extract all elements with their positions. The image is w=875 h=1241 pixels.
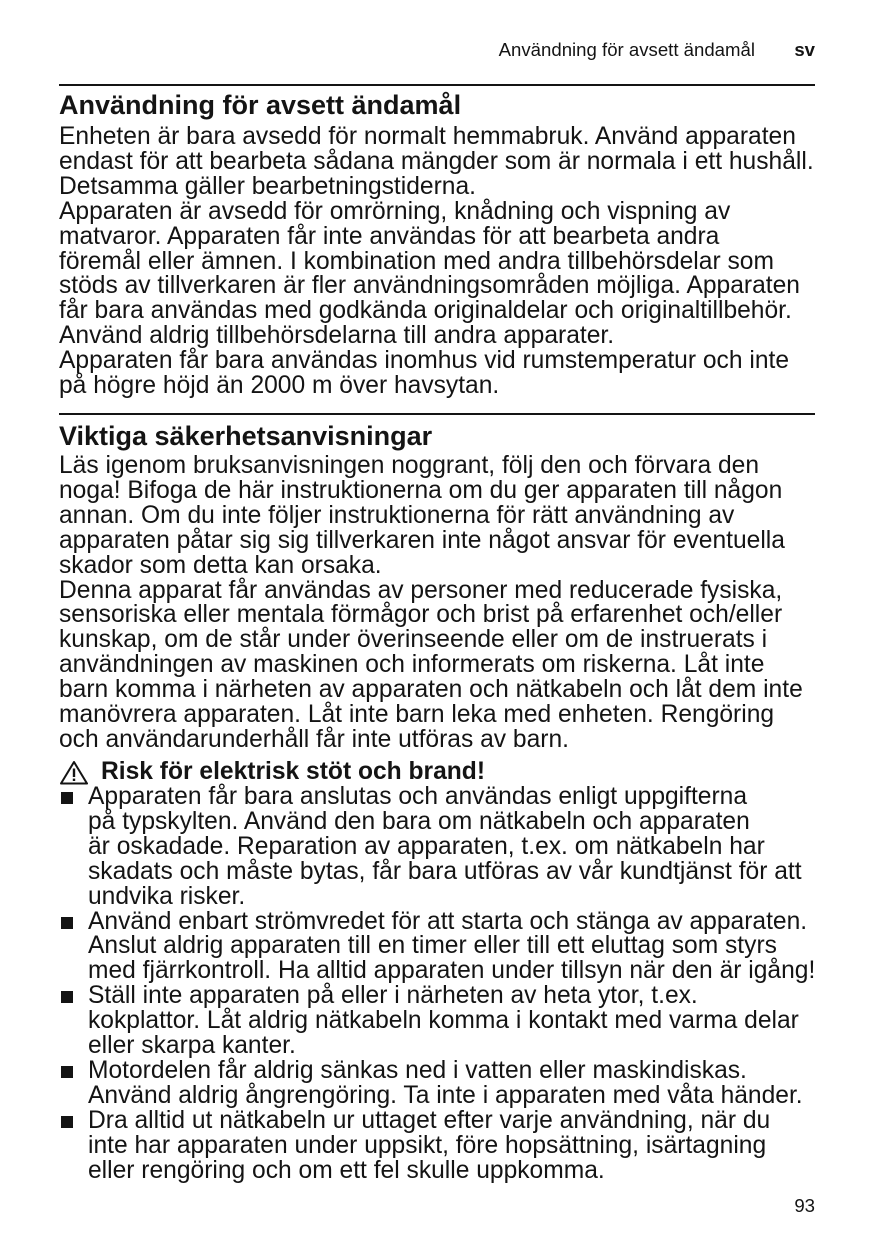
text-line: Apparaten är avsedd för omrörning, knådning och vispning av [59, 197, 731, 225]
text-line: Detsamma gäller bearbetningstiderna. [59, 172, 476, 200]
text-line: sensoriska eller mentala förmågor och brist på erfarenhet och/eller [59, 601, 783, 629]
paragraph [59, 454, 819, 579]
text-line: noga! Bifoga de här instruktionerna om du ger apparaten till någon [59, 476, 783, 504]
text-line: Apparaten får bara anslutas och användas enligt uppgifterna [88, 783, 748, 810]
text-line: eller rengöring och om ett fel skulle uppkomma. [88, 1156, 605, 1184]
text-line: Använd enbart strömvredet för att starta och stänga av apparaten. [88, 907, 808, 935]
paragraph [59, 576, 819, 753]
list-item [59, 785, 819, 910]
text-line: barn komma i närheten av apparaten och nätkabeln och låt dem inte [59, 676, 803, 704]
text-line: manövrera apparaten. Låt inte barn leka med enheten. Rengöring [59, 701, 775, 729]
section-divider [59, 413, 815, 415]
list-item [59, 1106, 819, 1184]
square-bullet-icon [61, 991, 73, 1003]
square-bullet-icon [61, 1116, 73, 1128]
text-line: inte har apparaten under uppsikt, före hopsättning, isärtagning [88, 1131, 767, 1159]
square-bullet-icon [61, 1066, 73, 1078]
section-heading-intended-use: Användning för avsett ändamål [59, 90, 462, 120]
safety-bullet-list [59, 785, 819, 1184]
section-heading-safety: Viktiga säkerhetsanvisningar [59, 421, 433, 451]
text-line: annan. Om du inte följer instruktionerna för rätt användning av [59, 501, 735, 529]
text-line: Använd aldrig tillbehörsdelarna till andra apparater. [59, 322, 615, 350]
section-divider [59, 84, 815, 86]
text-line: användningen av maskinen och informerats om riskerna. Låt inte [59, 651, 765, 679]
warning-title: Risk för elektrisk stöt och brand! [101, 758, 486, 785]
text-line: föremål eller ämnen. I kombination med andra tillbehörsdelar som [59, 247, 774, 275]
text-line: skador som detta kan orsaka. [59, 551, 382, 579]
text-line: skadats och måste bytas, får bara utföras av vår kundtjänst för att [88, 857, 802, 885]
text-line: får bara användas med godkända originaldelar och originaltillbehör. [59, 297, 792, 325]
paragraph [59, 197, 819, 350]
text-line: Dra alltid ut nätkabeln ur uttaget efter varje användning, när du [88, 1106, 771, 1134]
text-line: och användarunderhåll får inte utföras av barn. [59, 725, 569, 753]
running-header-title: Användning för avsett ändamål [498, 39, 755, 60]
text-line: Enheten är bara avsedd för normalt hemmabruk. Använd apparaten [59, 123, 796, 150]
text-line: undvika risker. [88, 882, 246, 910]
warning-triangle-icon [60, 760, 88, 785]
square-bullet-icon [61, 792, 73, 804]
text-line: Motordelen får aldrig sänkas ned i vatten eller maskindiskas. [88, 1056, 747, 1084]
list-item [59, 907, 819, 985]
paragraph [59, 349, 819, 399]
text-line: stöds av tillverkaren är fler användningsområden möjliga. Apparaten [59, 272, 800, 300]
text-line: Apparaten får bara användas inomhus vid rumstemperatur och inte [59, 347, 790, 375]
text-line: Använd aldrig ångrengöring. Ta inte i apparaten med våta händer. [88, 1081, 803, 1109]
square-bullet-icon [61, 917, 73, 929]
text-line: på högre höjd än 2000 m över havsytan. [59, 372, 500, 400]
text-line: på typskylten. Använd den bara om nätkabeln och apparaten [88, 807, 750, 835]
text-line: Denna apparat får användas av personer med reducerade fysiska, [59, 576, 783, 604]
text-line: kunskap, om de står under överinseende eller om de instruerats i [59, 626, 768, 654]
safety-body [59, 454, 819, 753]
language-code: sv [794, 39, 815, 60]
text-line: är oskadade. Reparation av apparaten, t.ex. om nätkabeln har [88, 832, 765, 860]
list-item [59, 984, 819, 1059]
text-line: med fjärrkontroll. Ha alltid apparaten under tillsyn när den är igång! [88, 957, 816, 985]
paragraph [59, 125, 819, 200]
text-line: eller skarpa kanter. [88, 1032, 296, 1060]
text-line: kokplattor. Låt aldrig nätkabeln komma i kontakt med varma delar [88, 1007, 799, 1035]
text-line: Anslut aldrig apparaten till en timer eller till ett eluttag som styrs [88, 932, 777, 960]
page-number: 93 [794, 1195, 815, 1216]
text-line: endast för att bearbeta sådana mängder som är normala i ett hushåll. [59, 147, 814, 175]
text-line: Läs igenom bruksanvisningen noggrant, följ den och förvara den [59, 452, 760, 479]
text-line: apparaten påtar sig sig tillverkaren inte något ansvar för eventuella [59, 526, 785, 554]
intended-use-body [59, 125, 819, 399]
text-line: matvaror. Apparaten får inte användas för att bearbeta andra [59, 222, 720, 250]
text-line: Ställ inte apparaten på eller i närheten av heta ytor, t.ex. [88, 982, 698, 1010]
list-item [59, 1056, 819, 1109]
electric-shock-warning [59, 760, 759, 785]
